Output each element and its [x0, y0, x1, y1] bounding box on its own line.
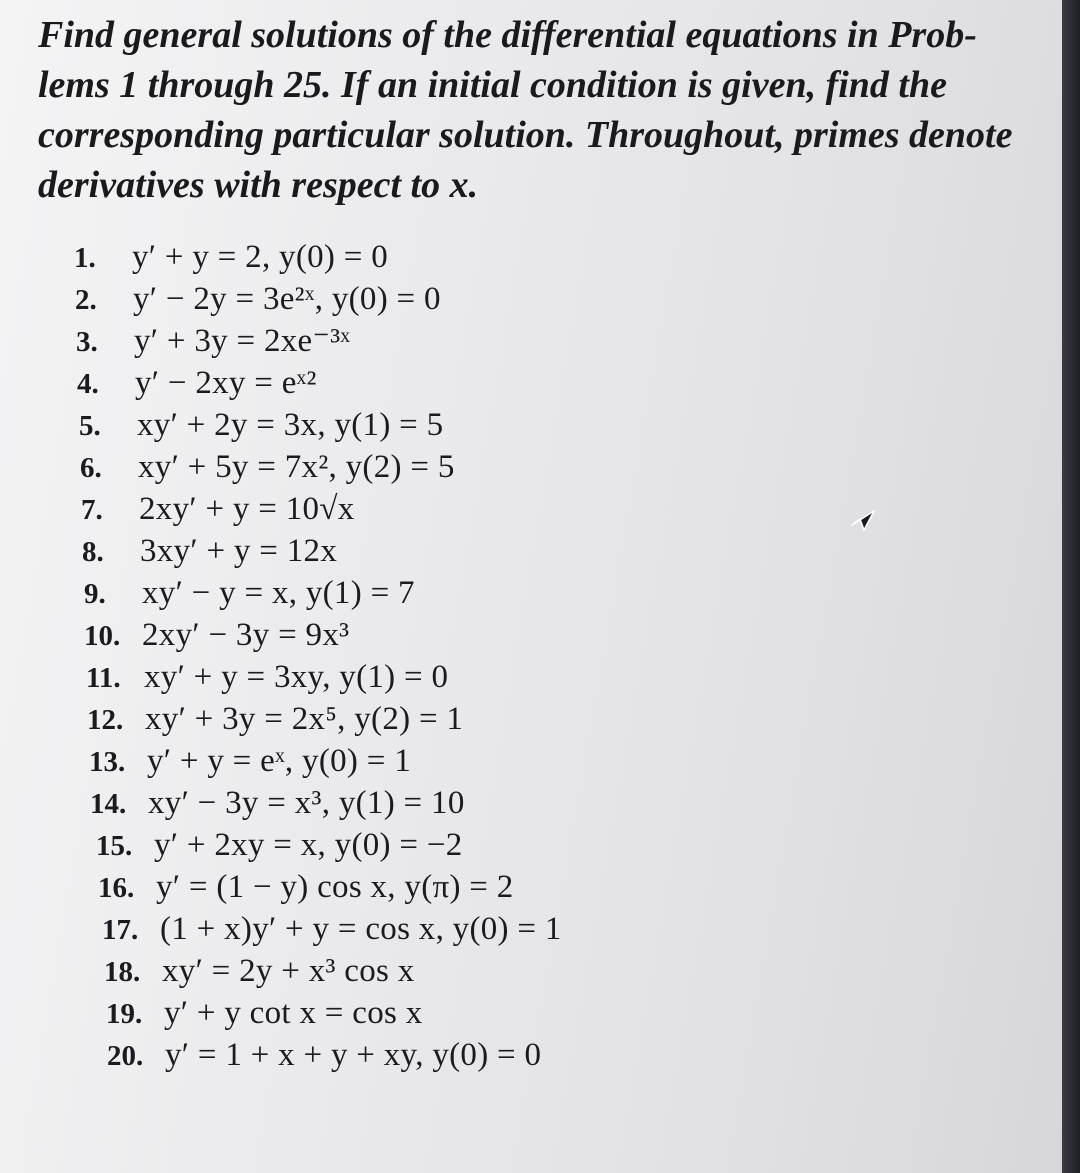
problem-number: 1. [74, 242, 96, 274]
problem-instructions [38, 10, 1048, 210]
problem-equation: xy′ + 3y = 2x⁵, y(2) = 1 [145, 701, 464, 737]
problem-number: 8. [82, 536, 104, 568]
mouse-pointer-icon [848, 503, 878, 533]
problem-equation: y′ + 3y = 2xe⁻³ˣ [134, 323, 351, 359]
problem-equation: 3xy′ + y = 12x [140, 533, 338, 569]
monitor-bezel [1062, 0, 1080, 1173]
problem-equation: y′ + y = 2, y(0) = 0 [132, 239, 389, 275]
problem-number: 3. [76, 326, 98, 358]
problem-item [89, 740, 562, 782]
problem-number: 17. [102, 914, 139, 946]
instruction-line: Find general solutions of the differential equations in Prob- [38, 14, 977, 56]
problem-equation: y′ = 1 + x + y + xy, y(0) = 0 [165, 1037, 542, 1073]
problem-item [87, 698, 562, 740]
instruction-line: lems 1 through 25. If an initial condition is given, find the [38, 64, 947, 106]
problem-equation: y′ − 2y = 3e²ˣ, y(0) = 0 [133, 281, 441, 317]
problem-number: 14. [90, 788, 127, 820]
problem-number: 16. [98, 872, 135, 904]
problem-number: 18. [104, 956, 141, 988]
problem-equation: 2xy′ − 3y = 9x³ [142, 617, 350, 653]
problem-number: 19. [106, 998, 143, 1030]
problem-number: 6. [80, 452, 102, 484]
problem-equation: y′ − 2xy = eˣ² [135, 365, 317, 401]
problem-item [98, 866, 562, 908]
problem-equation: (1 + x)y′ + y = cos x, y(0) = 1 [160, 911, 562, 947]
problem-number: 4. [77, 368, 99, 400]
problem-equation: xy′ + 2y = 3x, y(1) = 5 [137, 407, 444, 443]
problem-number: 5. [79, 410, 101, 442]
problem-item [75, 278, 562, 320]
problem-item [80, 446, 562, 488]
problem-number: 9. [84, 578, 106, 610]
problem-item [90, 782, 562, 824]
problem-item [84, 614, 562, 656]
problem-number: 13. [89, 746, 126, 778]
problem-list [74, 236, 562, 1076]
problem-item [107, 1034, 562, 1076]
problem-item [86, 656, 562, 698]
problem-equation: xy′ = 2y + x³ cos x [162, 953, 415, 989]
problem-item [104, 950, 562, 992]
problem-number: 7. [81, 494, 103, 526]
problem-item [74, 236, 562, 278]
problem-item [96, 824, 562, 866]
problem-number: 20. [107, 1040, 144, 1072]
problem-equation: xy′ + 5y = 7x², y(2) = 5 [138, 449, 455, 485]
problem-equation: y′ + 2xy = x, y(0) = −2 [154, 827, 463, 863]
problem-equation: y′ + y cot x = cos x [164, 995, 423, 1031]
problem-equation: y′ + y = eˣ, y(0) = 1 [147, 743, 412, 779]
problem-item [79, 404, 562, 446]
problem-equation: y′ = (1 − y) cos x, y(π) = 2 [156, 869, 514, 905]
problem-number: 15. [96, 830, 133, 862]
problem-number: 11. [86, 662, 121, 694]
problem-item [102, 908, 562, 950]
problem-item [84, 572, 562, 614]
problem-equation: 2xy′ + y = 10√x [139, 491, 355, 527]
problem-number: 10. [84, 620, 121, 652]
problem-equation: xy′ + y = 3xy, y(1) = 0 [144, 659, 449, 695]
problem-equation: xy′ − 3y = x³, y(1) = 10 [148, 785, 465, 821]
problem-item [76, 320, 562, 362]
instruction-line: corresponding particular solution. Throughout, primes denote [38, 114, 1013, 156]
problem-equation: xy′ − y = x, y(1) = 7 [142, 575, 415, 611]
problem-item [81, 488, 562, 530]
problem-number: 12. [87, 704, 124, 736]
problem-item [106, 992, 562, 1034]
problem-number: 2. [75, 284, 97, 316]
instruction-line: derivatives with respect to x. [38, 164, 479, 206]
problem-item [82, 530, 562, 572]
problem-item [77, 362, 562, 404]
